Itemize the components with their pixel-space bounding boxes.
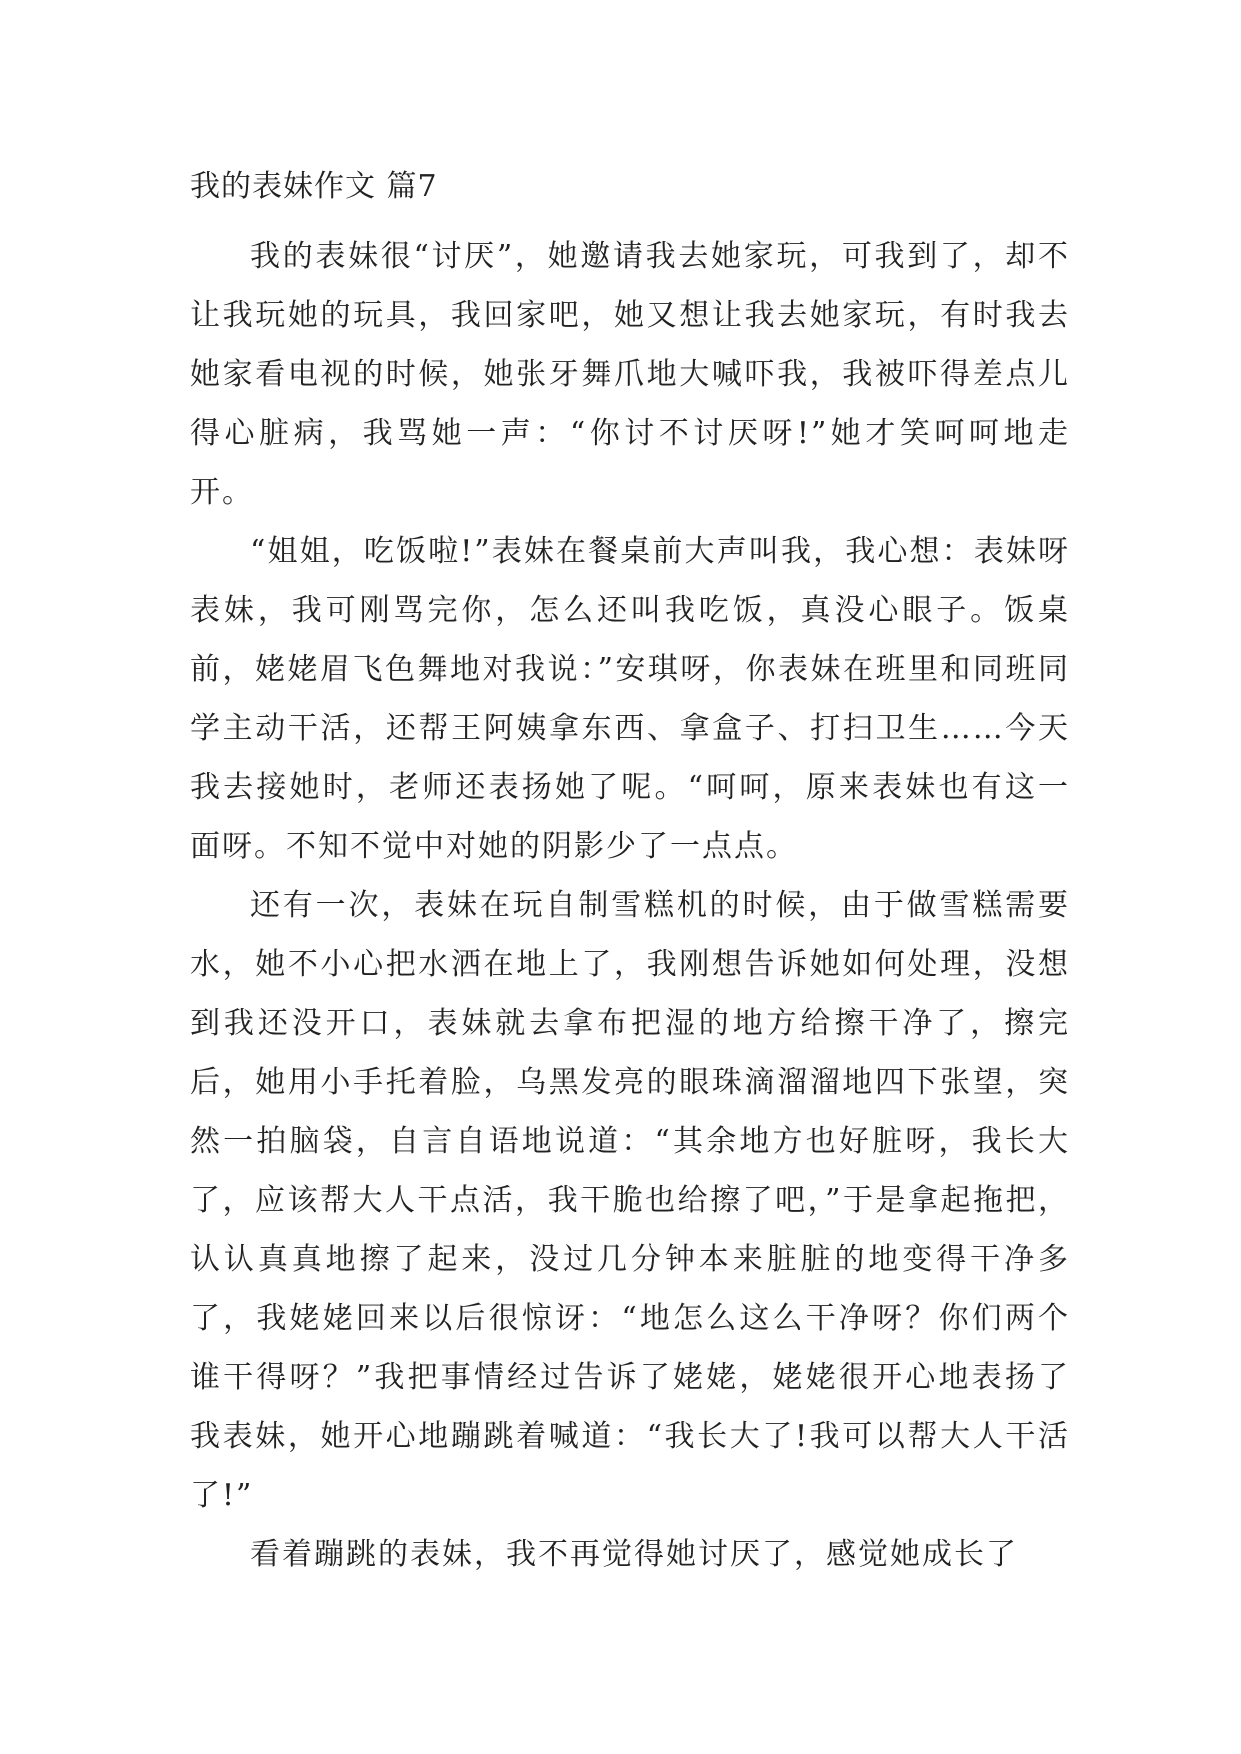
document-title: 我的表妹作文 篇7 bbox=[190, 169, 438, 204]
document-body bbox=[190, 163, 1070, 1584]
paragraph-1: 我的表妹很“讨厌”，她邀请我去她家玩，可我到了，却不让我玩她的玩具，我回家吧，她又想让我去她家玩，有时我去她家看电视的时候，她张牙舞爪地大喊吓我，我被吓得差点儿得心脏病，我骂她一声：“你讨不讨厌呀!”她才笑呵呵地走开。 bbox=[190, 239, 1070, 510]
paragraph-4: 看着蹦跳的表妹，我不再觉得她讨厌了，感觉她成长了 bbox=[250, 1537, 1018, 1572]
paragraph-3: 还有一次，表妹在玩自制雪糕机的时候，由于做雪糕需要水，她不小心把水洒在地上了，我刚想告诉她如何处理，没想到我还没开口，表妹就去拿布把湿的地方给擦干净了，擦完后，她用小手托着脸，乌黑发亮的眼珠滴溜溜地四下张望，突然一拍脑袋，自言自语地说道：“其余地方也好脏呀，我长大了，应该帮大人干点活，我干脆也给擦了吧，”于是拿起拖把，认认真真地擦了起来，没过几分钟本来脏脏的地变得干净多了，我姥姥回来以后很惊讶：“地怎么这么干净呀？你们两个谁干得呀？”我把事情经过告诉了姥姥，姥姥很开心地表扬了我表妹，她开心地蹦跳着喊道：“我长大了!我可以帮大人干活了!” bbox=[190, 888, 1070, 1513]
paragraph-2: “姐姐，吃饭啦!”表妹在餐桌前大声叫我，我心想：表妹呀表妹，我可刚骂完你，怎么还叫我吃饭，真没心眼子。饭桌前，姥姥眉飞色舞地对我说：”安琪呀，你表妹在班里和同班同学主动干活，还帮王阿姨拿东西、拿盒子、打扫卫生……今天我去接她时，老师还表扬她了呢。“呵呵，原来表妹也有这一面呀。不知不觉中对她的阴影少了一点点。 bbox=[190, 534, 1070, 864]
